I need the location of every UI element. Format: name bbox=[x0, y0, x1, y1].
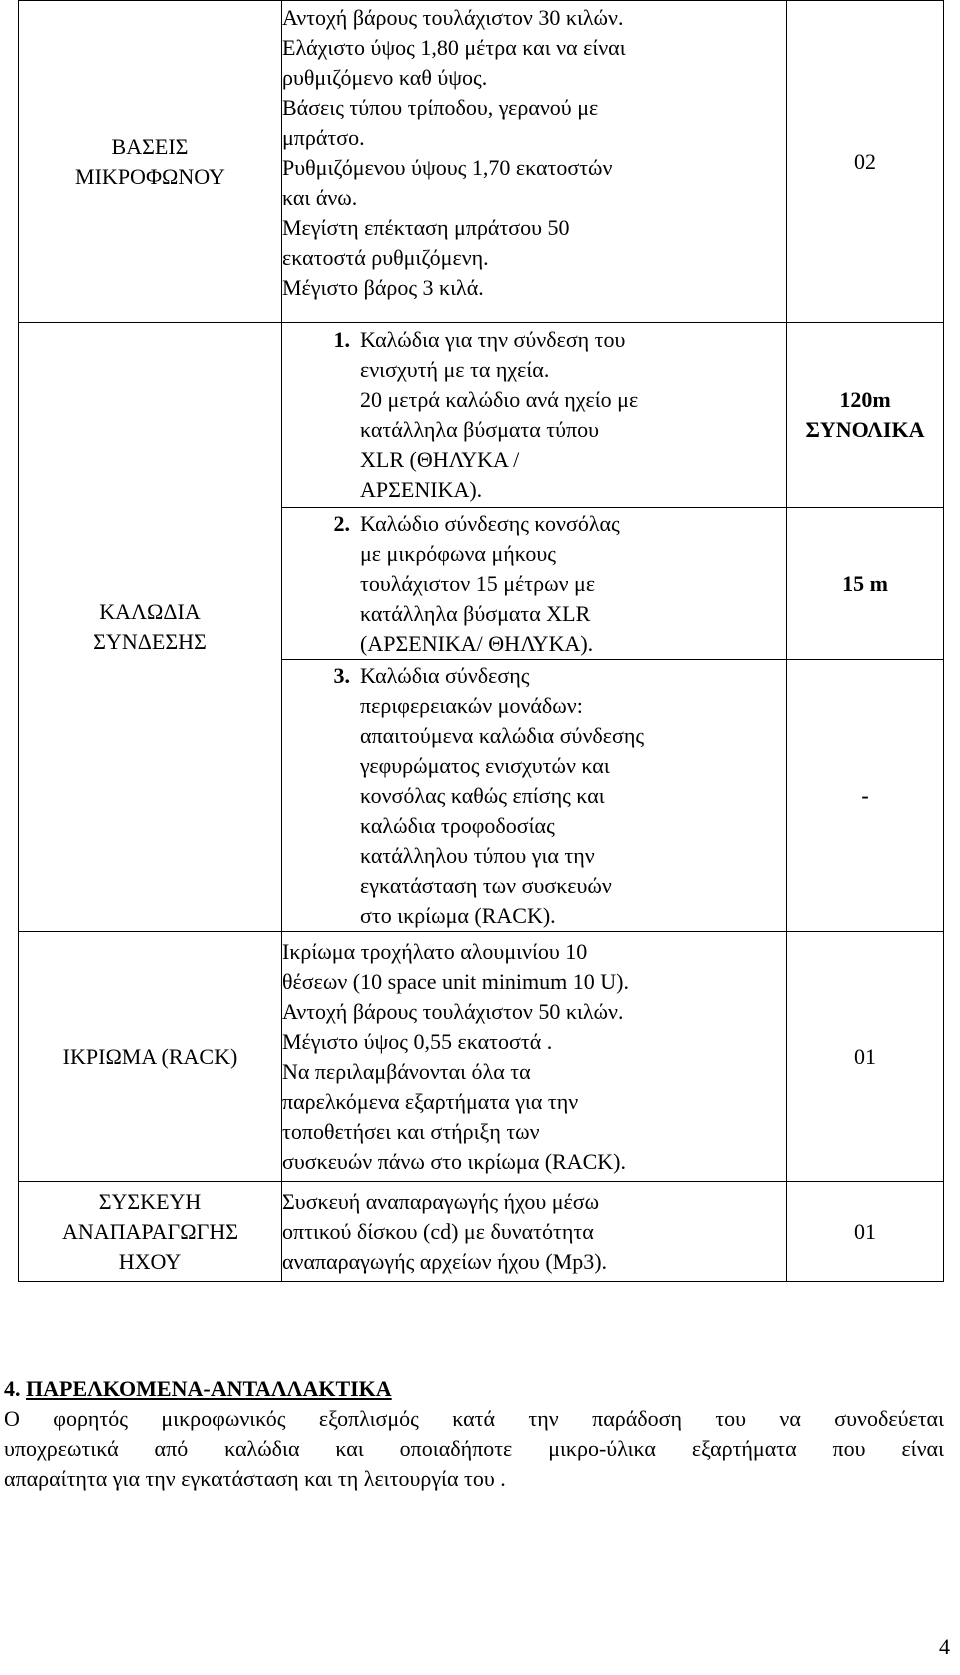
description-line: κατάλληλα βύσματα XLR bbox=[360, 600, 591, 626]
item-quantity-cell bbox=[787, 1, 944, 323]
description-line: Αντοχή βάρους τουλάχιστον 30 κιλών. bbox=[282, 5, 624, 30]
page-number: 4 bbox=[939, 1634, 950, 1659]
description-line: καλώδια τροφοδοσίας bbox=[360, 812, 555, 838]
item-name-line: ΚΑΛΩΔΙΑ bbox=[99, 599, 201, 624]
description-line: Μέγιστο ύψος 0,55 εκατοστά . bbox=[282, 1028, 553, 1054]
table-row bbox=[19, 1, 944, 323]
item-name-line: ΣΥΣΚΕΥΗ bbox=[98, 1188, 202, 1214]
item-quantity: 02 bbox=[854, 148, 876, 174]
item-number: 1. bbox=[333, 327, 350, 352]
item-quantity: 01 bbox=[854, 1218, 876, 1244]
cable-item-3-cell bbox=[282, 660, 787, 932]
description-line: με μικρόφωνα μήκους bbox=[360, 540, 556, 566]
description-line: Ελάχιστο ύψος 1,80 μέτρα και να είναι bbox=[282, 35, 626, 60]
description-line: μπράτσο. bbox=[282, 125, 365, 150]
item-name-cell bbox=[19, 1, 282, 323]
item-quantity: - bbox=[861, 782, 869, 808]
item-quantity: 120m bbox=[839, 387, 891, 412]
table-row bbox=[19, 1182, 944, 1282]
description-line: Να περιλαμβάνονται όλα τα bbox=[282, 1058, 531, 1084]
item-quantity: 01 bbox=[854, 1043, 876, 1069]
description-line: αναπαραγωγής αρχείων ήχου (Mp3). bbox=[282, 1248, 608, 1274]
description-line: Καλώδιο σύνδεσης κονσόλας bbox=[360, 510, 620, 536]
description-line: Καλώδια σύνδεσης bbox=[360, 662, 530, 688]
item-quantity: ΣΥΝΟΛΙΚΑ bbox=[805, 417, 925, 442]
accessories-section bbox=[4, 1374, 944, 1494]
item-quantity-cell bbox=[787, 932, 944, 1182]
item-quantity-cell bbox=[787, 508, 944, 660]
description-line: Μέγιστο βάρος 3 κιλά. bbox=[282, 275, 484, 300]
description-line: κονσόλας καθώς επίσης και bbox=[360, 782, 605, 808]
description-line: κατάλληλου τύπου για την bbox=[360, 842, 595, 868]
description-line: Ικρίωμα τροχήλατο αλουμινίου 10 bbox=[282, 938, 588, 964]
description-line: Καλώδια για την σύνδεση του bbox=[360, 327, 626, 352]
description-line: οπτικού δίσκου (cd) με δυνατότητα bbox=[282, 1218, 594, 1244]
description-line: Βάσεις τύπου τρίποδου, γερανού με bbox=[282, 95, 599, 120]
item-quantity-cell bbox=[787, 660, 944, 932]
cable-item-2-cell bbox=[282, 508, 787, 660]
description-line: γεφυρώματος ενισχυτών και bbox=[360, 752, 610, 778]
description-line: Μεγίστη επέκταση μπράτσου 50 bbox=[282, 215, 570, 240]
paragraph-line: υποχρεωτικά από καλώδια και οποιαδήποτε μικρο-ύλικα εξαρτήματα που είναι bbox=[4, 1436, 944, 1461]
section-paragraph bbox=[4, 1404, 944, 1494]
section-number: 4. bbox=[4, 1376, 21, 1401]
section-title: ΠΑΡΕΛΚΟΜΕΝΑ-ΑΝΤΑΛΛΑΚΤΙΚΑ bbox=[26, 1376, 392, 1401]
description-line: (ΑΡΣΕΝΙΚΑ/ ΘΗΛΥΚΑ). bbox=[360, 630, 594, 656]
description-line: θέσεων (10 space unit minimum 10 U). bbox=[282, 968, 629, 994]
section-heading bbox=[4, 1374, 944, 1404]
spec-table bbox=[18, 0, 944, 1282]
item-name-cell bbox=[19, 1182, 282, 1282]
item-name-cell bbox=[19, 932, 282, 1182]
description-line: στο ικρίωμα (RACK). bbox=[360, 902, 556, 928]
item-name-line: ΑΝΑΠΑΡΑΓΩΓΗΣ bbox=[61, 1218, 239, 1244]
description-line: κατάλληλα βύσματα τύπου bbox=[360, 417, 599, 442]
description-line: XLR (ΘΗΛΥΚΑ / bbox=[360, 447, 520, 472]
description-line: εγκατάσταση των συσκευών bbox=[360, 872, 612, 898]
description-line: ρυθμιζόμενο καθ ύψος. bbox=[282, 65, 488, 90]
item-name-line: ΜΙΚΡΟΦΩΝΟΥ bbox=[75, 163, 225, 189]
table-row bbox=[19, 323, 944, 508]
item-description-cell bbox=[282, 1182, 787, 1282]
description-line: περιφερειακών μονάδων: bbox=[360, 692, 583, 718]
description-line: Αντοχή βάρους τουλάχιστον 50 κιλών. bbox=[282, 998, 624, 1024]
item-name-cell bbox=[19, 323, 282, 932]
item-number: 2. bbox=[333, 510, 350, 536]
table-row bbox=[19, 932, 944, 1182]
description-line: παρελκόμενα εξαρτήματα για την bbox=[282, 1088, 579, 1114]
paragraph-line: απαραίτητα για την εγκατάσταση και τη λειτουργία του . bbox=[4, 1466, 506, 1491]
item-name-line: ΗΧΟΥ bbox=[118, 1248, 182, 1274]
item-quantity-cell bbox=[787, 323, 944, 508]
description-line: τουλάχιστον 15 μέτρων με bbox=[360, 570, 596, 596]
item-quantity-cell bbox=[787, 1182, 944, 1282]
description-line: Ρυθμιζόμενου ύψους 1,70 εκατοστών bbox=[282, 155, 613, 180]
description-line: ΑΡΣΕΝΙΚΑ). bbox=[360, 477, 483, 502]
item-name-line: ΙΚΡΙΩΜΑ (RACK) bbox=[62, 1043, 238, 1069]
item-quantity: 15 m bbox=[842, 570, 888, 596]
paragraph-line: Ο φορητός μικροφωνικός εξοπλισμός κατά την παράδοση του να συνοδεύεται bbox=[4, 1406, 944, 1431]
description-line: ενισχυτή με τα ηχεία. bbox=[360, 357, 550, 382]
description-line: 20 μετρά καλώδιο ανά ηχείο με bbox=[360, 387, 639, 412]
description-line: Συσκευή αναπαραγωγής ήχου μέσω bbox=[282, 1188, 600, 1214]
description-line: και άνω. bbox=[282, 185, 358, 210]
item-name-line: ΒΑΣΕΙΣ bbox=[111, 133, 189, 159]
description-line: τοποθετήσει και στήριξη των bbox=[282, 1118, 540, 1144]
item-number: 3. bbox=[333, 662, 350, 688]
description-line: εκατοστά ρυθμιζόμενη. bbox=[282, 245, 489, 270]
item-name-line: ΣΥΝΔΕΣΗΣ bbox=[93, 629, 207, 654]
description-line: απαιτούμενα καλώδια σύνδεσης bbox=[360, 722, 645, 748]
description-line: συσκευών πάνω στο ικρίωμα (RACK). bbox=[282, 1148, 626, 1174]
item-description-cell bbox=[282, 932, 787, 1182]
cable-item-1-cell bbox=[282, 323, 787, 508]
item-description-cell bbox=[282, 1, 787, 323]
